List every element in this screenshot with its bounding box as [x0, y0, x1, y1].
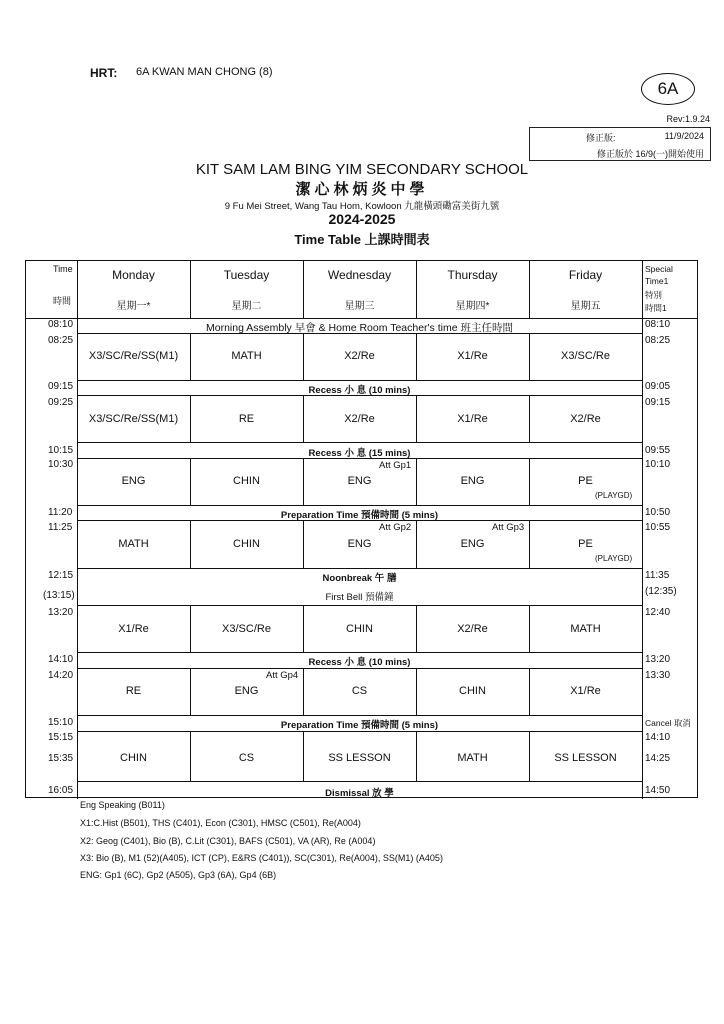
time-label: 10:15	[48, 445, 74, 456]
time-header-zh: 時間	[53, 296, 72, 306]
special-header-3: 特別	[645, 290, 663, 300]
day-monday: Monday	[112, 268, 155, 282]
special-time-label: 09:15	[645, 397, 671, 408]
band-preparation: Preparation Time 預備時間 (5 mins)	[280, 510, 439, 521]
special-header-2: Time1	[645, 276, 669, 286]
special-time-label: 08:10	[645, 319, 671, 330]
footer-note: ENG: Gp1 (6C), Gp2 (A505), Gp3 (6A), Gp4 (6B)	[80, 870, 277, 880]
band-recess: Recess 小 息 (15 mins)	[308, 448, 411, 459]
period-cell: CHIN	[459, 685, 486, 697]
time-label: 15:35	[48, 753, 74, 764]
period-cell: MATH	[570, 623, 601, 635]
period-cell: PE	[578, 538, 593, 550]
period-cell: ENG	[347, 538, 372, 550]
time-label: 16:05	[48, 785, 74, 796]
band-noonbreak: Noonbreak 午 膳	[322, 573, 397, 584]
period-cell: RE	[125, 685, 142, 697]
period-cell: CS	[238, 752, 255, 764]
period-cell: X2/Re	[344, 350, 375, 362]
time-label: 12:15	[48, 570, 74, 581]
time-label: (13:15)	[43, 590, 75, 601]
page-title: Time Table 上課時間表	[294, 232, 430, 247]
day-tuesday-zh: 星期二	[231, 301, 262, 312]
special-time-label: (12:35)	[645, 586, 677, 597]
period-cell: X2/Re	[344, 413, 375, 425]
time-header-en: Time	[53, 264, 73, 274]
day-friday-zh: 星期五	[570, 301, 601, 312]
period-cell: CHIN	[120, 752, 147, 764]
revised-date: 11/9/2024	[664, 131, 704, 141]
period-cell: CHIN	[233, 475, 260, 487]
special-time-label: 10:55	[645, 522, 671, 533]
revised-label: 修正版:	[586, 133, 616, 143]
time-label: 11:25	[48, 522, 73, 533]
band-dismissal: Dismissal 放 學	[325, 788, 394, 799]
period-cell: CHIN	[346, 623, 373, 635]
special-header-4: 時間1	[645, 303, 667, 313]
period-cell: X1/Re	[570, 685, 601, 697]
time-label: 15:10	[48, 717, 74, 728]
hrt-label: HRT:	[90, 66, 118, 80]
time-label: 10:30	[48, 459, 74, 470]
school-year: 2024-2025	[328, 211, 396, 227]
period-cell: SS LESSON	[554, 752, 617, 764]
period-cell: ENG	[460, 475, 485, 487]
period-cell: CS	[351, 685, 368, 697]
special-time-label: 10:50	[645, 507, 671, 518]
school-name-en: KIT SAM LAM BING YIM SECONDARY SCHOOL	[195, 161, 529, 178]
period-cell: X1/Re	[457, 350, 488, 362]
band-preparation: Preparation Time 預備時間 (5 mins)	[280, 720, 439, 731]
special-time-label: 09:55	[645, 445, 671, 456]
band-assembly: Morning Assembly 早會 & Home Room Teacher's time 班主任時間	[206, 322, 513, 334]
special-header-1: Special	[645, 264, 673, 274]
footer-note: X3: Bio (B), M1 (52)(A405), ICT (CP), E&RS (C401)), SC(C301), Re(A004), SS(M1) (A405)	[80, 853, 443, 863]
revised-note: 修正版於 16/9(一)開始使用	[596, 149, 704, 159]
day-tuesday: Tuesday	[223, 268, 270, 282]
att-group-note: Att Gp1	[379, 460, 412, 471]
period-cell: X1/Re	[457, 413, 488, 425]
day-monday-zh: 星期一*	[116, 301, 151, 312]
period-cell: X3/SC/Re/SS(M1)	[88, 413, 179, 425]
period-cell: ENG	[460, 538, 485, 550]
special-time-label: 14:10	[645, 732, 671, 743]
day-wednesday-zh: 星期三	[344, 301, 375, 312]
day-wednesday: Wednesday	[327, 268, 392, 282]
school-address: 9 Fu Mei Street, Wang Tau Hom, Kowloon 九龍橫頭磡富美街九號	[224, 201, 500, 212]
special-time-label: 12:40	[645, 607, 671, 618]
time-label: 08:25	[48, 335, 74, 346]
period-cell: CHIN	[233, 538, 260, 550]
school-name-zh: 潔心林炳炎中學	[295, 180, 429, 198]
period-cell: X2/Re	[570, 413, 601, 425]
special-time-label: 14:50	[645, 785, 671, 796]
hrt-value: 6A KWAN MAN CHONG (8)	[136, 66, 273, 78]
day-friday: Friday	[568, 268, 603, 282]
period-cell: X2/Re	[457, 623, 488, 635]
time-label: 14:10	[48, 654, 74, 665]
footer-note: X2: Geog (C401), Bio (B), C.Lit (C301), BAFS (C501), VA (AR), Re (A004)	[80, 836, 376, 846]
period-cell: ENG	[234, 685, 259, 697]
period-cell: PE	[578, 475, 593, 487]
period-cell: SS LESSON	[328, 752, 391, 764]
period-cell: ENG	[121, 475, 146, 487]
period-cell: MATH	[231, 350, 262, 362]
time-label: 09:25	[48, 397, 74, 408]
class-badge: 6A	[641, 73, 695, 105]
band-first-bell: First Bell 預備鐘	[325, 592, 394, 603]
band-recess: Recess 小 息 (10 mins)	[308, 657, 411, 668]
special-time-label: 11:35	[645, 570, 670, 581]
special-time-label: 13:30	[645, 670, 671, 681]
special-time-label: 08:25	[645, 335, 671, 346]
day-thursday: Thursday	[447, 268, 498, 282]
period-cell: ENG	[347, 475, 372, 487]
time-label: 11:20	[48, 507, 73, 518]
venue-note: (PLAYGD)	[595, 491, 633, 500]
period-cell: MATH	[118, 538, 149, 550]
period-cell: RE	[238, 413, 255, 425]
timetable	[25, 260, 698, 798]
att-group-note: Att Gp3	[492, 522, 525, 533]
footer-note: Eng Speaking (B011)	[80, 800, 165, 810]
period-cell: X3/SC/Re	[222, 623, 271, 635]
time-label: 09:15	[48, 381, 74, 392]
special-time-cancel: Cancel 取消	[645, 718, 691, 728]
special-time-label: 09:05	[645, 381, 671, 392]
period-cell: X1/Re	[118, 623, 149, 635]
revision-number: Rev:1.9.24	[666, 114, 710, 124]
time-label: 08:10	[48, 319, 74, 330]
special-time-label: 13:20	[645, 654, 671, 665]
period-cell: MATH	[457, 752, 488, 764]
time-label: 15:15	[48, 732, 74, 743]
att-group-note: Att Gp2	[379, 522, 412, 533]
special-time-label: 14:25	[645, 753, 671, 764]
venue-note: (PLAYGD)	[595, 554, 633, 563]
day-thursday-zh: 星期四*	[455, 301, 490, 312]
period-cell: X3/SC/Re	[561, 350, 610, 362]
time-label: 13:20	[48, 607, 74, 618]
time-label: 14:20	[48, 670, 74, 681]
revision-box	[529, 127, 711, 161]
att-group-note: Att Gp4	[266, 670, 299, 681]
period-cell: X3/SC/Re/SS(M1)	[88, 350, 179, 362]
band-recess: Recess 小 息 (10 mins)	[308, 385, 411, 396]
special-time-label: 10:10	[645, 459, 671, 470]
footer-note: X1:C.Hist (B501), THS (C401), Econ (C301), HMSC (C501), Re(A004)	[80, 818, 361, 828]
